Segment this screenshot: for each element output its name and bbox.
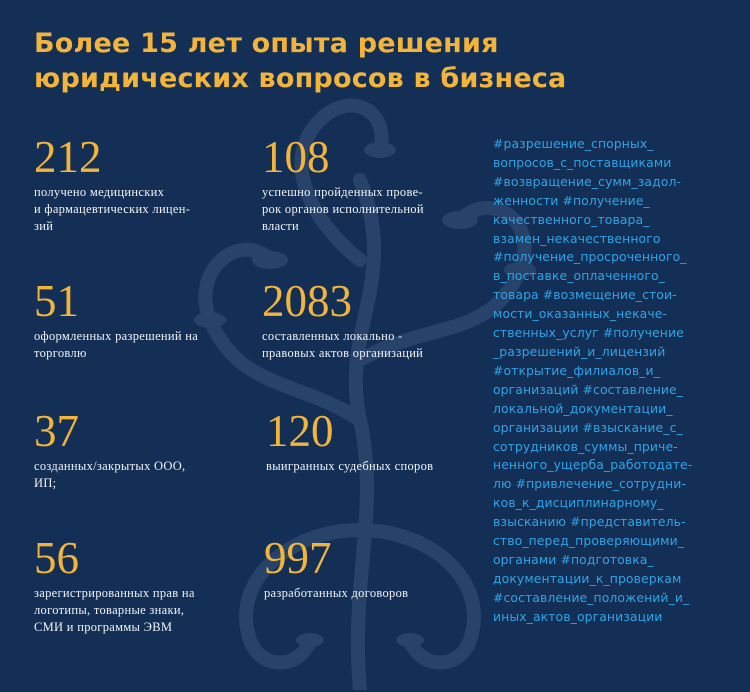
stat-desc-line: выигранных судебных споров	[266, 459, 434, 473]
stat-description	[34, 328, 249, 362]
stat-desc-line: торговлю	[34, 346, 87, 360]
hashtag-line: органами #подготовка_	[493, 551, 654, 567]
hashtag-line: взысканию #представитель-	[493, 514, 686, 530]
stat-desc-line: логотипы, товарные знаки,	[34, 603, 185, 617]
hashtag-line: женности #получение_	[493, 192, 650, 208]
stat-value: 56	[34, 533, 79, 583]
hashtag-list	[493, 135, 713, 627]
stat-description	[264, 585, 479, 602]
stat-description	[262, 328, 477, 362]
stat-value: 108	[262, 132, 330, 182]
hashtag-line: ственных_услуг #получение	[493, 325, 684, 341]
stat-description	[34, 585, 254, 636]
page-title	[34, 26, 674, 96]
stat-desc-line: рок органов исполнительной	[262, 202, 424, 216]
title-line-2: юридических вопросов в бизнеса	[34, 63, 567, 94]
stat-desc-line: разработанных договоров	[264, 586, 409, 600]
stat-item	[264, 535, 479, 602]
hashtag-line: #разрешение_спорных_	[493, 136, 654, 151]
hashtag-line: организации #взыскание_с_	[493, 419, 683, 435]
hashtag-line: #получение_просроченного_	[493, 249, 687, 265]
hashtag-line: документации_к_проверкам	[493, 570, 682, 586]
stat-desc-line: созданных/закрытых ООО,	[34, 459, 186, 473]
hashtag-line: #открытие_филиалов_и_	[493, 362, 660, 378]
stat-item	[34, 535, 254, 636]
hashtag-line: #возвращение_сумм_задол-	[493, 173, 682, 189]
hashtag-line: ство_перед_проверяющими_	[493, 533, 685, 549]
stat-desc-line: зарегистрированных прав на	[34, 586, 195, 600]
stat-description	[34, 458, 249, 492]
title-line-1: Более 15 лет опыта решения	[34, 28, 499, 59]
stat-item	[34, 408, 249, 492]
stat-value: 212	[34, 132, 102, 182]
stat-desc-line: и фармацевтических лицен-	[34, 202, 191, 216]
hashtag-line: товара #возмещение_стои-	[493, 287, 677, 303]
stat-desc-line: ИП;	[34, 476, 57, 490]
stat-item	[262, 278, 477, 362]
stat-desc-line: составленных локально -	[262, 329, 403, 343]
hashtag-line: взамен_некачественного	[493, 230, 661, 246]
stat-desc-line: оформленных разрешений на	[34, 329, 199, 343]
stat-description	[262, 184, 477, 235]
hashtag-line: ненного_ущерба_работодате-	[493, 457, 693, 473]
stat-item	[34, 134, 244, 235]
stat-item	[262, 134, 477, 235]
hashtag-line: _разрешений_и_лицензий	[493, 343, 666, 359]
stat-desc-line: зий	[34, 219, 54, 233]
hashtag-line: сотрудников_суммы_приче-	[493, 438, 678, 454]
stat-value: 37	[34, 406, 79, 456]
stat-desc-line: власти	[262, 219, 300, 233]
stat-value: 2083	[262, 276, 352, 326]
hashtag-line: локальной_документации_	[493, 400, 673, 416]
stat-description	[266, 458, 481, 475]
stat-desc-line: СМИ и программы ЭВМ	[34, 620, 173, 634]
stat-value: 51	[34, 276, 79, 326]
stat-desc-line: получено медицинских	[34, 185, 165, 199]
hashtag-line: ков_к_дисциплинарному_	[493, 495, 664, 511]
hashtag-line: лю #привлечение_сотрудни-	[493, 476, 686, 492]
hashtag-line: качественного_товара_	[493, 211, 650, 227]
stat-desc-line: успешно пройденных прове-	[262, 185, 423, 199]
hashtag-line: #составление_положений_и_	[493, 589, 690, 605]
hashtag-line: в_поставке_оплаченного_	[493, 268, 665, 284]
hashtag-line: мости_оказанных_некаче-	[493, 306, 668, 322]
stat-desc-line: правовых актов организаций	[262, 346, 424, 360]
stat-item	[266, 408, 481, 475]
stat-value: 997	[264, 533, 332, 583]
stat-value: 120	[266, 406, 334, 456]
hashtag-line: иных_актов_организации	[493, 608, 663, 624]
stat-item	[34, 278, 249, 362]
hashtag-line: организаций #составление_	[493, 381, 684, 397]
stat-description	[34, 184, 244, 235]
hashtag-line: вопросов_с_поставщиками	[493, 154, 672, 170]
